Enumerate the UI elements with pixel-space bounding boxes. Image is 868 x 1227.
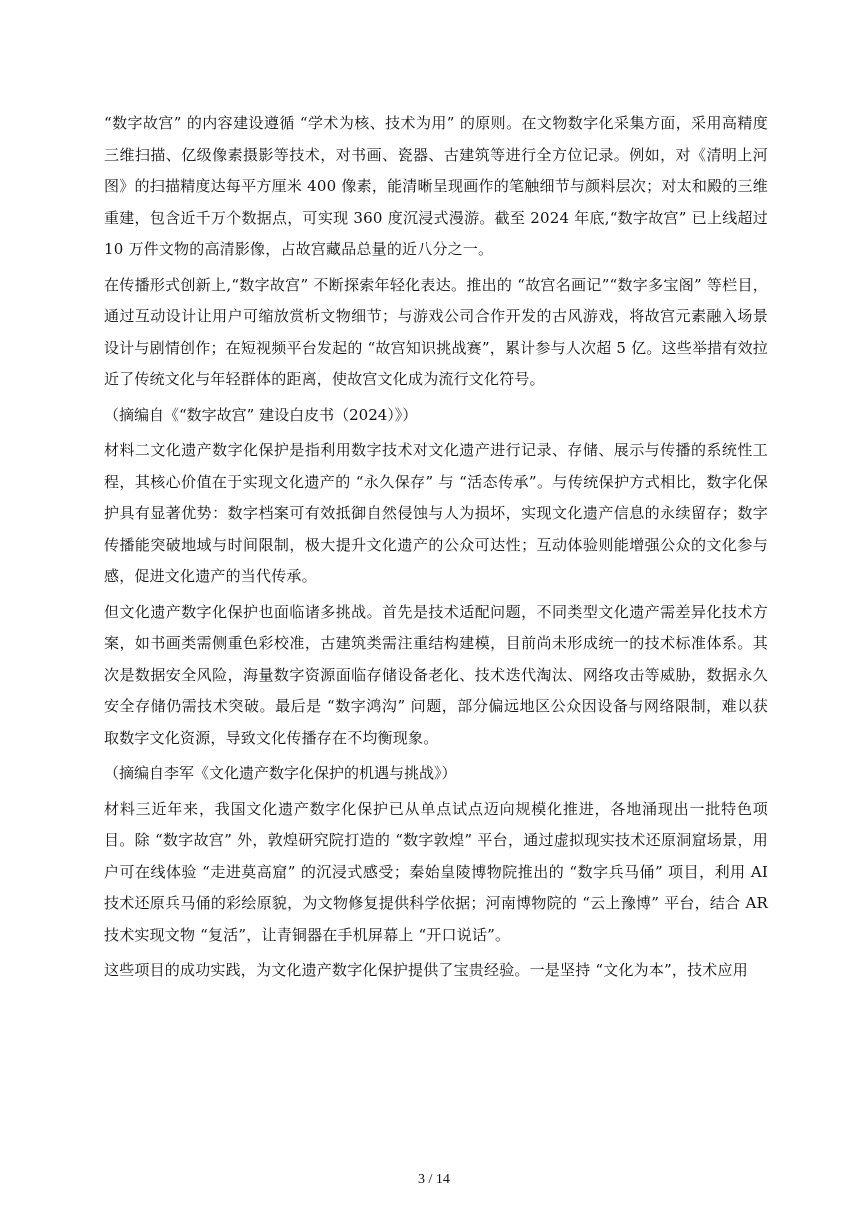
paragraph-material-two: 材料二文化遗产数字化保护是指利用数字技术对文化遗产进行记录、存储、展示与传播的系统性工程，其核心价值在于实现文化遗产的 “永久保存” 与 “活态传承”。与传统保护方式相比，数字化保护具有显著优势：数字档案可有效抵御自然侵蚀与人为损坏，实现文化遗产信息的永续留存；数字传播能突破地域与时间限制，极大提升文化遗产的公众可达性；互动体验则能增强公众的文化参与感，促进文化遗产的当代传承。	[104, 441, 768, 585]
source-citation-1: （摘编自《“数字故宫” 建设白皮书（2024）》）	[104, 405, 418, 424]
paragraph-communication-innovation: 在传播形式创新上,“数字故宫” 不断探索年轻化表达。推出的 “故宫名画记”“数字多宝阁” 等栏目，通过互动设计让用户可缩放赏析文物细节；与游戏公司合作开发的古风游戏，将故宫元素融入场景设计与剧情创作；在短视频平台发起的 “故宫知识挑战赛”，累计参与人次超 5 亿。这些举措有效拉近了传统文化与年轻群体的距离，使故宫文化成为流行文化符号。	[104, 275, 768, 388]
document-body	[104, 108, 768, 991]
paragraph-challenges: 但文化遗产数字化保护也面临诸多挑战。首先是技术适配问题，不同类型文化遗产需差异化技术方案，如书画类需侧重色彩校准，古建筑类需注重结构建模，目前尚未形成统一的技术标准体系。其次是数据安全风险，海量数字资源面临存储设备老化、技术迭代淘汰、网络攻击等威胁，数据永久安全存储仍需技术突破。最后是 “数字鸿沟” 问题，部分偏远地区公众因设备与网络限制，难以获取数字文化资源，导致文化传播存在不均衡现象。	[104, 602, 768, 747]
page-number: 3 / 14	[418, 1172, 450, 1187]
paragraph-material-three: 材料三近年来，我国文化遗产数字化保护已从单点试点迈向规模化推进，各地涌现出一批特色项目。除 “数字故宫” 外，敦煌研究院打造的 “数字敦煌” 平台，通过虚拟现实技术还原洞窟场景，用户可在线体验 “走进莫高窟” 的沉浸式感受；秦始皇陵博物院推出的 “数字兵马俑” 项目，利用 AI 技术还原兵马俑的彩绘原貌，为文物修复提供科学依据；河南博物院的 “云上豫博” 平台，结合 AR 技术实现文物 “复活”，让青铜器在手机屏幕上 “开口说话”。	[104, 799, 768, 944]
paragraph-digital-palace-content: “数字故宫” 的内容建设遵循 “学术为核、技术为用” 的原则。在文物数字化采集方面，采用高精度三维扫描、亿级像素摄影等技术，对书画、瓷器、古建筑等进行全方位记录。例如，对《清明上河图》的扫描精度达每平方厘米 400 像素，能清晰呈现画作的笔触细节与颜料层次；对太和殿的三维重建，包含近千万个数据点，可实现 360 度沉浸式漫游。截至 2024 年底,“数字故宫” 已上线超过 10 万件文物的高清影像，占故宫藏品总量的近八分之一。	[104, 114, 768, 258]
paragraph-experience: 这些项目的成功实践，为文化遗产数字化保护提供了宝贵经验。一是坚持 “文化为本”，技术应用	[104, 961, 748, 979]
source-citation-2: （摘编自李军《文化遗产数字化保护的机遇与挑战》）	[104, 764, 457, 782]
